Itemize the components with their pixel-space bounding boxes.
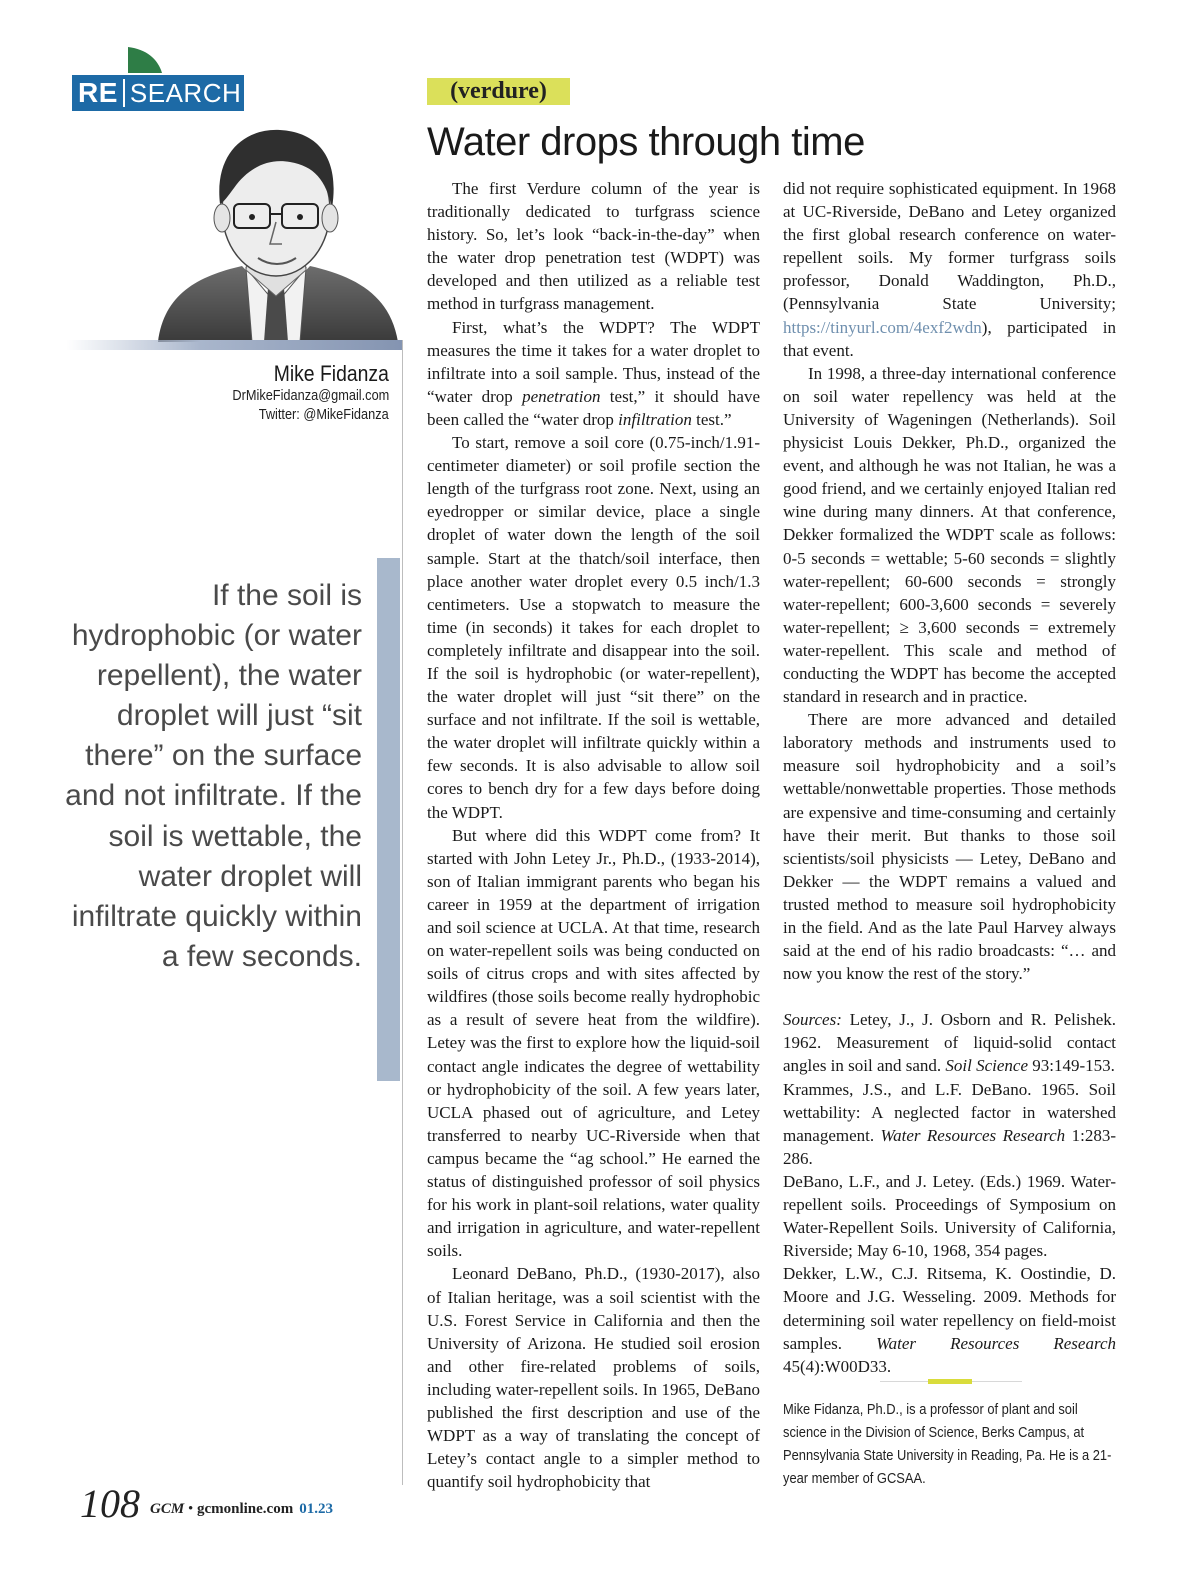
paragraph: The first Verdure column of the year is traditionally dedicated to turfgrass science history. So, let’s look “back-in-the-day” when the water drop penetration test (WDPT) was developed and then utilized as a reliable test method in turfgrass management. — [427, 179, 760, 314]
author-email[interactable]: DrMikeFidanza@gmail.com — [232, 388, 389, 404]
article-headline: Water drops through time — [427, 120, 865, 164]
author-bio: Mike Fidanza, Ph.D., is a professor of plant and soil science in the Division of Science, Berks Campus, at Pennsylvania State University in Reading, Pa. He is a 21-year member of GCSAA. — [783, 1401, 1112, 1487]
paragraph: To start, remove a soil core (0.75-inch/1.91-centimeter diameter) or soil profile section the length of the turfgrass root zone. Next, using an eyedropper or similar device, place a single droplet of water down the length of the soil sample. Start at the thatch/soil interface, then place another water droplet every 0.5 inch/1.3 centimeters. Use a stopwatch to measure the time (in seconds) it takes for each droplet to completely infiltrate and disappear into the soil. If the soil is hydrophobic (or water-repellent), the water droplet will just “sit there” on the surface and not infiltrate. If the soil is wettable, the water droplet will infiltrate quickly within a few seconds. It is also advisable to allow soil cores to bench dry for a few days before doing the WDPT. — [427, 433, 760, 822]
paragraph: In 1998, a three-day international conference on soil water repellency was held at the University of Wageningen (Netherlands). Soil physicist Louis Dekker, Ph.D., organized the event, and although he was not Italian, he was a good friend, and we certainly enjoyed Italian red wine during many dinners. At that conference, Dekker formalized the WDPT scale as follows: 0-5 seconds = wettable; 5-60 seconds = slightly water-repellent; 60-600 seconds = strongly water-repellent; 600-3,600 seconds = severely water-repellent; ≥ 3,600 seconds = extremely water-repellent. This scale and method of conducting the WDPT has become the accepted standard in research and in practice. — [783, 363, 1116, 707]
article-column-2 — [783, 177, 1116, 1378]
author-portrait — [150, 118, 402, 342]
tinyurl-link[interactable]: https://tinyurl.com/4exf2wdn — [783, 317, 982, 337]
footer-line: GCM • gcmonline.com 01.23 — [150, 1501, 333, 1517]
source-ref: DeBano, L.F., and J. Letey. (Eds.) 1969. Water-repellent soils. Proceedings of Symposium on Water-Repellent Soils. University of California, Riverside; May 6-10, 1968, 354 pages. — [783, 1171, 1116, 1261]
issue-date: 01.23 — [299, 1501, 333, 1517]
source-ref: Krammes, J.S., and L.F. DeBano. 1965. Soil wettability: A neglected factor in watershed management. Water Resources Research 1:283-286. — [783, 1079, 1116, 1168]
logo-leaf-icon — [128, 47, 162, 73]
article-column-1 — [427, 177, 760, 1493]
paragraph: But where did this WDPT come from? It started with John Letey Jr., Ph.D., (1933-2014), son of Italian immigrant parents who began his career in 1959 at the department of irrigation and soil science at UCLA. At that time, research on water-repellent soils was being conducted on soils of citrus crops and with sites affected by wildfires (those soils become really hydrophobic as a result of severe heat from the wildfire). Letey was the first to explore how the liquid-soil contact angle indicates the degree of wettability or hydrophobicity of the soil. A few years later, UCLA phased out of agriculture, and Letey transferred to nearby UC-Riverside when that campus became the “ag school.” He earned the status of distinguished professor of soil physics for his work in plant-soil relations, water quality and irrigation in agriculture, and water-repellent soils. — [427, 825, 760, 1261]
source-ref: Dekker, L.W., C.J. Ritsema, K. Oostindie, D. Moore and J.G. Wesseling. 2009. Methods for determining soil water repellency on field-moist samples. Water Resources Research 45(4):W00D33. — [783, 1264, 1116, 1376]
sources-label: Sources: — [783, 1010, 842, 1030]
magazine-name: GCM — [150, 1501, 185, 1517]
paragraph: First, what’s the WDPT? The WDPT measures the time it takes for a water droplet to infiltrate into a soil sample. Thus, instead of the “water drop penetration test,” it should have been called the “water drop infiltration test.” — [427, 317, 761, 429]
logo-re-text: RE — [78, 77, 118, 108]
page-number: 108 — [80, 1481, 140, 1526]
pull-quote: If the soil is hydrophobic (or water repellent), the water droplet will just “sit there” on the surface and not infiltrate. If the soil is wettable, the water droplet will infiltrate quickly within a few seconds. — [65, 579, 362, 973]
column-divider — [402, 340, 403, 1485]
author-twitter[interactable]: Twitter: @MikeFidanza — [259, 407, 389, 423]
paragraph: There are more advanced and detailed laboratory methods and instruments used to measure soil hydrophobicity and a soil’s wettable/nonwettable properties. Those methods are expensive and time-consuming and certainly have their merit. But thanks to those soil scientists/soil physicists — Letey, DeBano and Dekker — the WDPT remains a valued and trusted method to measure soil hydrophobicity in the field. And as the late Paul Harvey always said at the end of his radio broadcasts: “… and now you know the rest of the story.” — [783, 710, 1116, 984]
section-tag: (verdure) — [427, 78, 570, 105]
logo-separator — [123, 79, 125, 107]
portrait-rule — [66, 340, 402, 350]
logo-search-text: SEARCH — [129, 77, 242, 108]
paragraph: did not require sophisticated equipment. In 1968 at UC-Riverside, DeBano and Letey organized the first global research conference on water-repellent soils. My former turfgrass soils professor, Donald Waddington, Ph.D., (Pennsylvania State University; https://tinyurl.com/4exf2wdn), participated in that event. — [783, 179, 1116, 360]
research-logo — [72, 75, 244, 111]
source-ref: Sources: Letey, J., J. Osborn and R. Pelishek. 1962. Measurement of liquid-solid contact angles in soil and sand. Soil Science 93:149-153. — [783, 1010, 1116, 1076]
paragraph: Leonard DeBano, Ph.D., (1930-2017), also of Italian heritage, was a soil scientist with the U.S. Forest Service in California and then the University of Arizona. He studied soil erosion and other fire-related problems of soils, including water-repellent soils. In 1965, DeBano published the first description and use of the WDPT as a way of translating the concept of Letey’s contact angle to a simpler method to quantify soil hydrophobicity that — [427, 1264, 760, 1492]
website[interactable]: gcmonline.com — [196, 1501, 294, 1517]
author-name: Mike Fidanza — [273, 361, 389, 386]
bio-divider-accent — [928, 1379, 972, 1384]
pull-quote-bar — [377, 558, 400, 1081]
